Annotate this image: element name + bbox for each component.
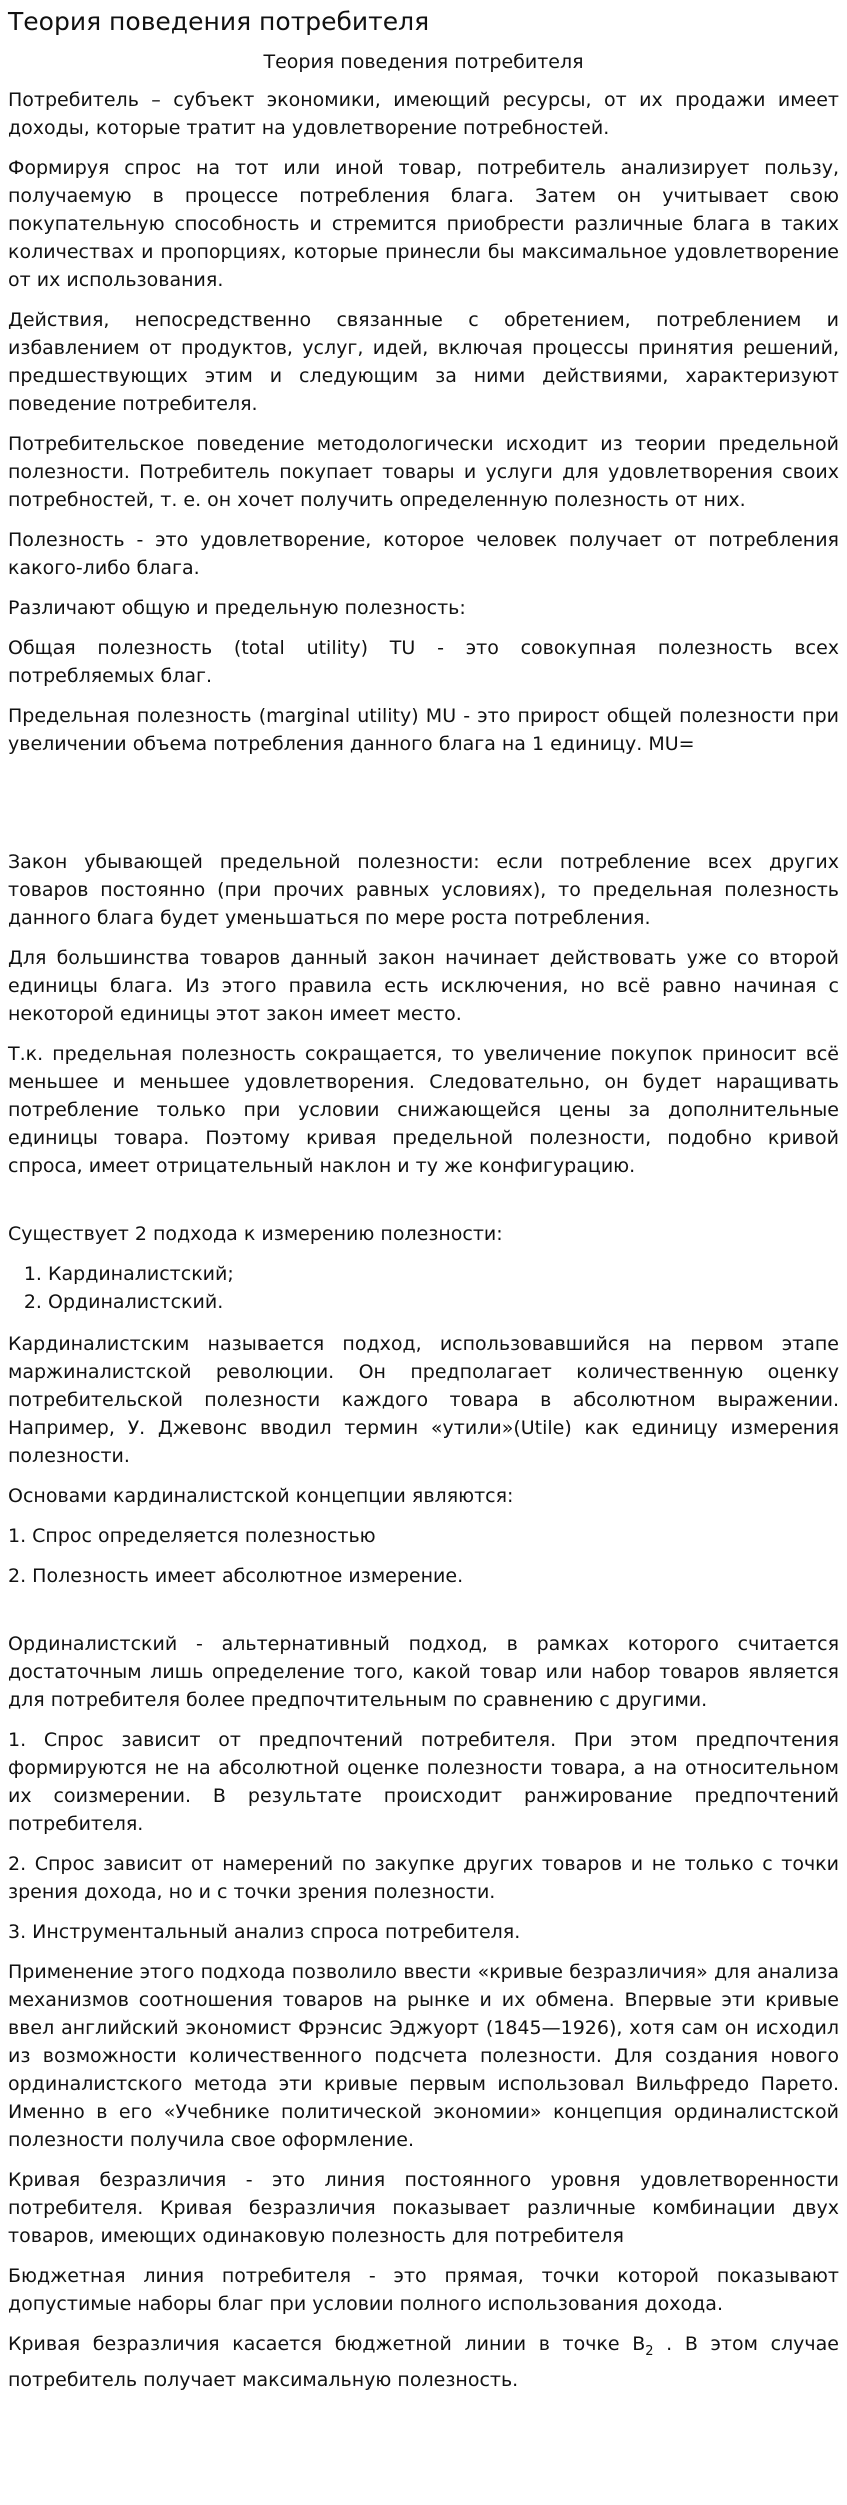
list-item: 1. Кардиналистский; (48, 1260, 839, 1288)
paragraph: Применение этого подхода позволило ввести «кривые безразличия» для анализа механизмов соотношения товаров на рынке и их обмена. Впервые эти кривые ввел английский экономист Фрэнсис Эджуорт (1845—1926), хотя сам он исходил из возможности количественного подсчета полезности. Для создания нового ординалистского метода эти кривые первым использовал Вильфредо Парето. Именно в его «Учебнике политической экономии» концепция ординалистской полезности получила свое оформление. (8, 1961, 839, 2151)
paragraph: 1. Спрос определяется полезностью (8, 1525, 376, 1547)
paragraph: Т.к. предельная полезность сокращается, то увеличение покупок приносит всё меньшее и меньшее удовлетворения. Следовательно, он будет наращивать потребление только при условии снижающейся цены за дополнительные единицы товара. Поэтому кривая предельной полезности, подобно кривой спроса, имеет отрицательный наклон и ту же конфигурацию. (8, 1043, 839, 1177)
paragraph: 3. Инструментальный анализ спроса потребителя. (8, 1921, 521, 1943)
document-heading: Теория поведения потребителя (263, 51, 584, 73)
paragraph: Полезность - это удовлетворение, которое человек получает от потребления какого-либо блага. (8, 529, 839, 579)
paragraph: 2. Спрос зависит от намерений по закупке других товаров и не только с точки зрения дохода, но и с точки зрения полезности. (8, 1853, 839, 1903)
paragraph: Основами кардиналистской концепции являются: (8, 1485, 514, 1507)
paragraph: Действия, непосредственно связанные с обретением, потреблением и избавлением от продуктов, услуг, идей, включая процессы принятия решений, предшествующих этим и следующим за ними действиями, характеризуют поведение потребителя. (8, 309, 839, 415)
final-text-after: . В этом случае потребитель получает максимальную полезность. (8, 2333, 839, 2391)
paragraph: Для большинства товаров данный закон начинает действовать уже со второй единицы блага. Из этого правила есть исключения, но всё равно начиная с некоторой единицы этот закон имеет место. (8, 947, 839, 1025)
paragraph: 1. Спрос зависит от предпочтений потребителя. При этом предпочтения формируются не на абсолютной оценке полезности товара, а на относительном их соизмерении. В результате происходит ранжирование предпочтений потребителя. (8, 1729, 839, 1835)
paragraph: Ординалистский - альтернативный подход, в рамках которого считается достаточным лишь определение того, какой товар или набор товаров является для потребителя более предпочтительным по сравнению с другими. (8, 1633, 839, 1711)
paragraph: Потребительское поведение методологически исходит из теории предельной полезности. Потребитель покупает товары и услуги для удовлетворения своих потребностей, т. е. он хочет получить определенную полезность от них. (8, 433, 839, 511)
paragraph: Формируя спрос на тот или иной товар, потребитель анализирует пользу, получаемую в процессе потребления блага. Затем он учитывает свою покупательную способность и стремится приобрести различные блага в таких количествах и пропорциях, которые принесли бы максимальное удовлетворение от их использования. (8, 157, 839, 291)
paragraph: Общая полезность (total utility) TU - это совокупная полезность всех потребляемых благ. (8, 637, 839, 687)
section-gap (8, 1602, 839, 1630)
paragraph: Кривая безразличия - это линия постоянного уровня удовлетворенности потребителя. Кривая безразличия показывает различные комбинации двух товаров, имеющих одинаковую полезность для потребителя (8, 2169, 839, 2247)
section-gap (8, 1192, 839, 1220)
paragraph: Существует 2 подхода к измерению полезности: (8, 1223, 503, 1245)
point-subscript: 2 (645, 2343, 654, 2359)
approaches-list (8, 1260, 839, 1316)
final-text-before: Кривая безразличия касается бюджетной линии в точке В (8, 2333, 646, 2355)
paragraph: Закон убывающей предельной полезности: если потребление всех других товаров постоянно (при прочих равных условиях), то предельная полезность данного блага будет уменьшаться по мере роста потребления. (8, 851, 839, 929)
page-title: Теория поведения потребителя (8, 7, 430, 36)
paragraph: Потребитель – субъект экономики, имеющий ресурсы, от их продажи имеет доходы, которые тратит на удовлетворение потребностей. (8, 89, 839, 139)
final-paragraph (8, 2330, 839, 2394)
list-item: 2. Ординалистский. (48, 1288, 839, 1316)
paragraph: Различают общую и предельную полезность: (8, 597, 466, 619)
paragraph: Бюджетная линия потребителя - это прямая, точки которой показывают допустимые наборы благ при условии полного использования дохода. (8, 2265, 839, 2315)
formula-gap (8, 770, 839, 848)
paragraph: Кардиналистским называется подход, использовавшийся на первом этапе маржиналистской революции. Он предполагает количественную оценку потребительской полезности каждого товара в абсолютном выражении. Например, У. Джевонс вводил термин «утили»(Utile) как единицу измерения полезности. (8, 1333, 839, 1467)
paragraph: 2. Полезность имеет абсолютное измерение. (8, 1565, 464, 1587)
paragraph: Предельная полезность (marginal utility) MU - это прирост общей полезности при увеличении объема потребления данного блага на 1 единицу. MU= (8, 705, 839, 755)
